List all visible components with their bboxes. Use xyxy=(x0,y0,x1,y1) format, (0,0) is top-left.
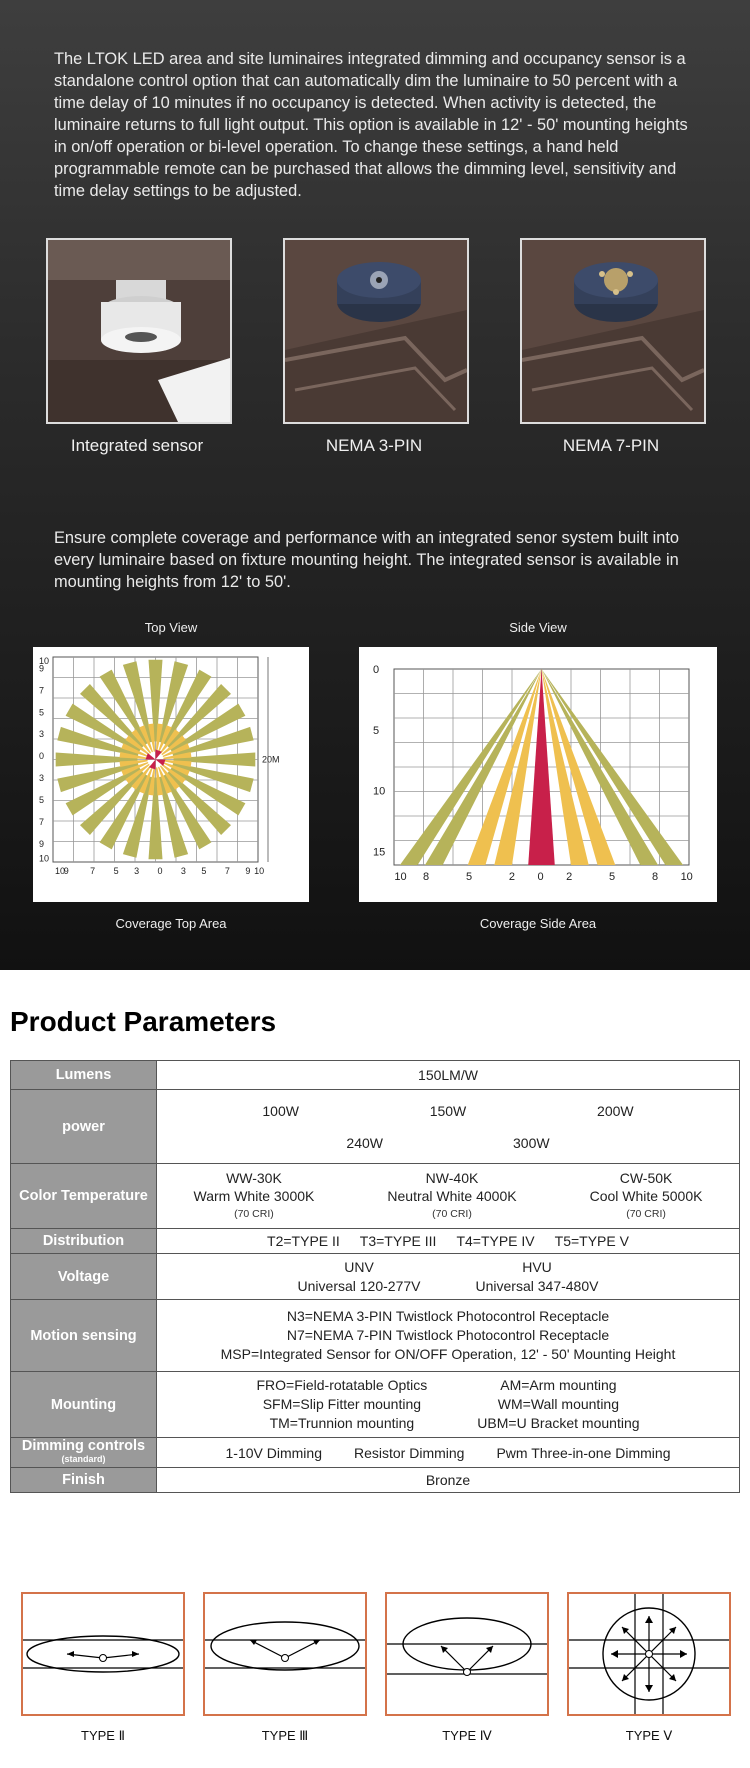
color-temp-option: NW-40K Neutral White 4000K (70 CRI) xyxy=(387,1170,517,1220)
side-view-x-tick-label: 5 xyxy=(609,871,616,883)
dimming-standard-note: (standard) xyxy=(61,1453,106,1464)
integrated-sensor-photo xyxy=(46,238,232,424)
top-view-y-tick-label: 5 xyxy=(39,795,45,806)
top-view-y-tick-label: 9 xyxy=(39,839,45,850)
dimming-controls-row xyxy=(11,1438,740,1468)
top-view-label: Top View xyxy=(144,620,198,635)
side-view-x-tick-label: 10 xyxy=(680,871,693,883)
side-view-y-tick-label: 0 xyxy=(373,664,380,676)
dimming-option: Resistor Dimming xyxy=(354,1444,465,1461)
top-view-y-tick-label: 10 xyxy=(39,853,50,864)
top-view-x-tick-label: 0 xyxy=(157,866,163,876)
top-view-y-tick-label: 5 xyxy=(39,707,45,718)
voltage-option: HVU Universal 347-480V xyxy=(475,1258,599,1294)
voltage-label: Voltage xyxy=(11,1254,157,1300)
top-view-x-tick-label: 10 xyxy=(55,866,66,876)
finish-label: Finish xyxy=(11,1468,157,1493)
nema-3-pin-photo xyxy=(283,238,469,424)
type-2-label: TYPE Ⅱ xyxy=(81,1728,125,1743)
color-temp-option: CW-50K Cool White 5000K (70 CRI) xyxy=(589,1170,703,1220)
color-temperature-row xyxy=(11,1164,740,1229)
lumens-label: Lumens xyxy=(11,1061,157,1090)
side-view-y-tick-label: 10 xyxy=(373,785,386,798)
type-3-diagram xyxy=(203,1592,367,1716)
power-value: 240W xyxy=(346,1134,383,1151)
dimming-controls-label: Dimming controls xyxy=(21,1437,146,1454)
side-view-label: Side View xyxy=(509,620,567,635)
nema-7-pin-photo xyxy=(520,238,706,424)
product-parameters-title: Product Parameters xyxy=(10,1006,277,1037)
side-view-x-tick-label: 2 xyxy=(508,871,516,883)
coverage-paragraph: Ensure complete coverage and performance with an integrated senor system built into every luminaire based on fixture mounting height. The integrated sensor is available in mounting heights from 12' to 50'. xyxy=(54,529,680,591)
top-view-y-tick-label: 0 xyxy=(39,751,45,762)
side-view-x-tick-label: 8 xyxy=(423,871,430,883)
top-view-x-tick-label: 5 xyxy=(201,866,207,876)
top-view-x-tick-label: 3 xyxy=(180,866,186,876)
side-view-x-tick-label: 0 xyxy=(537,871,544,883)
top-view-scale-label: 20M xyxy=(262,754,280,765)
power-value: 100W xyxy=(262,1102,299,1119)
color-temp-option: WW-30K Warm White 3000K (70 CRI) xyxy=(193,1170,315,1220)
nema-3-pin-caption: NEMA 3-PIN xyxy=(325,436,423,455)
distribution-row xyxy=(11,1229,740,1254)
intro-paragraph: The LTOK LED area and site luminaires integrated dimming and occupancy sensor is a standalone control option that can automatically dim the luminaire to 50 percent with a time delay of 10 minutes if no occupancy is detected. When activity is detected, the luminaire returns to full light output. This option is available in 12' - 50' mounting heights in on/off operation or bi-level operation. To change these settings, a hand held programmable remote can be purchased that allows the dimming level, sensitivity and time delay settings to be adjusted. xyxy=(54,50,688,200)
top-view-y-tick-label: 3 xyxy=(39,773,45,784)
mounting-option: TM=Trunnion mounting xyxy=(269,1415,415,1431)
side-view-x-tick-label: 5 xyxy=(465,871,473,883)
top-view-chart xyxy=(33,647,309,902)
top-view-x-tick-label: 9 xyxy=(63,866,69,876)
power-value: 150W xyxy=(429,1102,467,1119)
coverage-top-caption: Coverage Top Area xyxy=(115,916,227,931)
type-2-diagram xyxy=(21,1592,185,1716)
mounting-option: WM=Wall mounting xyxy=(497,1396,620,1412)
coverage-side-caption: Coverage Side Area xyxy=(479,916,597,931)
lumens-row xyxy=(11,1061,740,1090)
side-view-x-tick-label: 10 xyxy=(394,871,407,883)
motion-option: MSP=Integrated Sensor for ON/OFF Operation, 12' - 50' Mounting Height xyxy=(220,1346,676,1362)
voltage-option: UNV Universal 120-277V xyxy=(297,1258,421,1294)
type-4-label: TYPE Ⅳ xyxy=(442,1728,492,1743)
motion-option: N7=NEMA 7-PIN Twistlock Photocontrol Receptacle xyxy=(286,1327,610,1343)
distribution-value: T4=TYPE IV xyxy=(456,1233,535,1249)
power-value: 300W xyxy=(513,1134,550,1151)
finish-value: Bronze xyxy=(157,1468,740,1493)
integrated-sensor-caption: Integrated sensor xyxy=(70,436,204,455)
distribution-value: T5=TYPE V xyxy=(554,1233,629,1249)
dimming-option: Pwm Three-in-one Dimming xyxy=(496,1444,671,1461)
side-view-y-tick-label: 15 xyxy=(373,846,386,859)
type-5-label: TYPE Ⅴ xyxy=(625,1728,673,1743)
side-view-x-tick-label: 8 xyxy=(651,871,659,883)
mounting-option: UBM=U Bracket mounting xyxy=(477,1415,640,1431)
motion-option: N3=NEMA 3-PIN Twistlock Photocontrol Receptacle xyxy=(286,1308,610,1324)
product-parameters-table xyxy=(10,1060,740,1493)
mounting-label: Mounting xyxy=(11,1372,157,1438)
nema-7-pin-caption: NEMA 7-PIN xyxy=(562,436,660,455)
top-view-y-tick-label: 3 xyxy=(39,729,45,740)
distribution-value: T3=TYPE III xyxy=(359,1233,437,1249)
top-view-x-tick-label: 3 xyxy=(134,866,140,876)
type-3-label: TYPE Ⅲ xyxy=(261,1728,309,1743)
power-value: 200W xyxy=(597,1102,634,1119)
top-view-y-tick-label: 10 xyxy=(39,656,50,666)
mounting-option: SFM=Slip Fitter mounting xyxy=(262,1396,422,1412)
mounting-option: AM=Arm mounting xyxy=(500,1377,617,1393)
top-view-y-tick-label: 9 xyxy=(39,663,45,674)
top-view-x-tick-label: 7 xyxy=(90,866,96,876)
mounting-row xyxy=(11,1372,740,1438)
power-row xyxy=(11,1090,740,1164)
finish-row xyxy=(11,1468,740,1493)
distribution-label: Distribution xyxy=(11,1229,157,1254)
top-view-x-tick-label: 7 xyxy=(224,866,230,876)
color-temperature-label: Color Temperature xyxy=(11,1164,157,1229)
type-4-diagram xyxy=(385,1592,549,1716)
side-view-x-tick-label: 2 xyxy=(566,871,573,883)
top-view-y-tick-label: 7 xyxy=(39,817,45,828)
top-view-x-tick-label: 5 xyxy=(113,866,119,876)
side-view-chart xyxy=(359,647,717,902)
lumens-value: 150LM/W xyxy=(157,1061,740,1090)
motion-sensing-row xyxy=(11,1300,740,1372)
top-view-x-tick-label: 9 xyxy=(245,866,251,876)
type-5-diagram xyxy=(567,1592,731,1716)
distribution-value: T2=TYPE II xyxy=(267,1233,340,1249)
voltage-row xyxy=(11,1254,740,1300)
motion-sensing-label: Motion sensing xyxy=(11,1300,157,1372)
dimming-option: 1-10V Dimming xyxy=(225,1444,322,1461)
top-view-y-tick-label: 7 xyxy=(39,685,45,696)
mounting-option: FRO=Field-rotatable Optics xyxy=(256,1377,428,1393)
top-view-x-tick-label: 10 xyxy=(254,866,265,876)
power-label: power xyxy=(11,1090,157,1164)
side-view-y-tick-label: 5 xyxy=(373,724,380,737)
